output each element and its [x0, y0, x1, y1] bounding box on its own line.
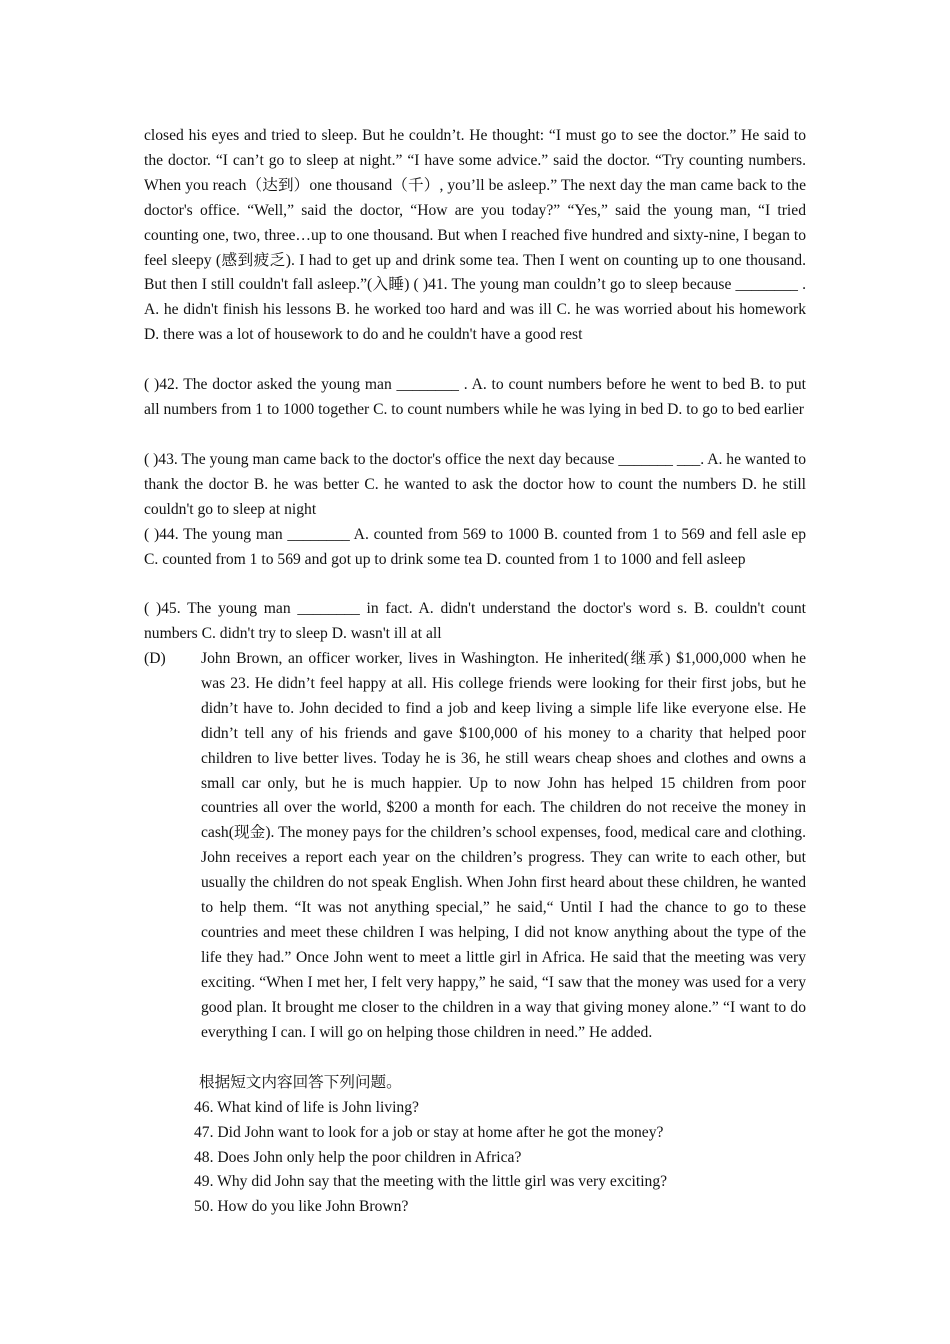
question-42: ( )42. The doctor asked the young man ________ . A. to count numbers before he went to bed B. to put all numbers from 1 to 1000 together C. to count numbers while he was lying in bed D. to go to bed earlier — [144, 376, 806, 418]
answer-instruction: 根据短文内容回答下列问题。 — [199, 1074, 402, 1091]
passage-c-paragraph: closed his eyes and tried to sleep. But he couldn’t. He thought: “I must go to see the doctor.” He said to the doctor. “I can’t go to sleep at night.” “I have some advice.” said the doctor. “Try counting numbers. When you reach（达到）one thousand（千）, you’ll be asleep.” The next day the man came back to the doctor's office. “Well,” said the doctor, “How are you today?” “Yes,” said the young man, “I tried counting one, two, three…up to one thousand. But when I reached five hundred and sixty-nine, I began to feel sleepy (感到疲乏). I had to get up and drink some tea. Then I went on counting up to one thousand. But then I still couldn't fall asleep.”(入睡) ( )41. The young man couldn’t go to sleep because ________ . A. he didn't finish his lessons B. he worked too hard and was ill C. he was worried about his homework D. there was a lot of housework to do and he couldn't have a good rest — [144, 127, 806, 344]
question-48: 48. Does John only help the poor children in Africa? — [194, 1149, 522, 1166]
passage-d-label: (D) — [144, 650, 166, 667]
question-50: 50. How do you like John Brown? — [194, 1198, 409, 1215]
passage-d-text: John Brown, an officer worker, lives in Washington. He inherited(继承) $1,000,000 when he was 23. He didn’t feel happy at all. His college friends were looking for their first jobs, but he didn’t have to. John decided to find a job and keep living a simple life like everyone else. He didn’t tell any of his friends and gave $100,000 of his money to a charity that helped poor children to live better lives. Today he is 36, he still wears cheap shoes and clothes and owns a small car only, but he is much happier. Up to now John has helped 15 children from poor countries all over the world, $200 a month for each. The children do not receive the money in cash(现金). The money pays for the children’s school expenses, food, medical care and clothing. John receives a report each year on the children’s progress. They can write to each other, but usually the children do not speak English. When John first heard about these children, he wanted to help them. “It was not anything special,” he said,“ Until I had the chance to go to these countries and meet these children I was helping, I did not know anything about the type of the life they had.” Once John went to meet a little girl in Africa. He said that the meeting was very exciting. “When I met her, I felt very happy,” he said, “I saw that the money was used for a very good plan. It brought me closer to the children in a way that giving money alone.” “I want to do everything I can. I will go on helping those children in need.” He added. — [201, 650, 806, 1041]
question-44: ( )44. The young man ________ A. counted from 569 to 1000 B. counted from 1 to 569 and fell asle ep C. counted from 1 to 569 and got up to drink some tea D. counted from 1 to 1000 and fell asleep — [144, 526, 806, 568]
question-45: ( )45. The young man ________ in fact. A. didn't understand the doctor's word s. B. couldn't count numbers C. didn't try to sleep D. wasn't ill at all — [144, 600, 806, 642]
question-46: 46. What kind of life is John living? — [194, 1099, 419, 1116]
question-47: 47. Did John want to look for a job or stay at home after he got the money? — [194, 1124, 664, 1141]
question-43: ( )43. The young man came back to the doctor's office the next day because _______ ___. A. he wanted to thank the doctor B. he was better C. he wanted to ask the doctor how to count the numbers D. he still couldn't go to sleep at night — [144, 451, 806, 518]
question-49: 49. Why did John say that the meeting with the little girl was very exciting? — [194, 1173, 668, 1190]
